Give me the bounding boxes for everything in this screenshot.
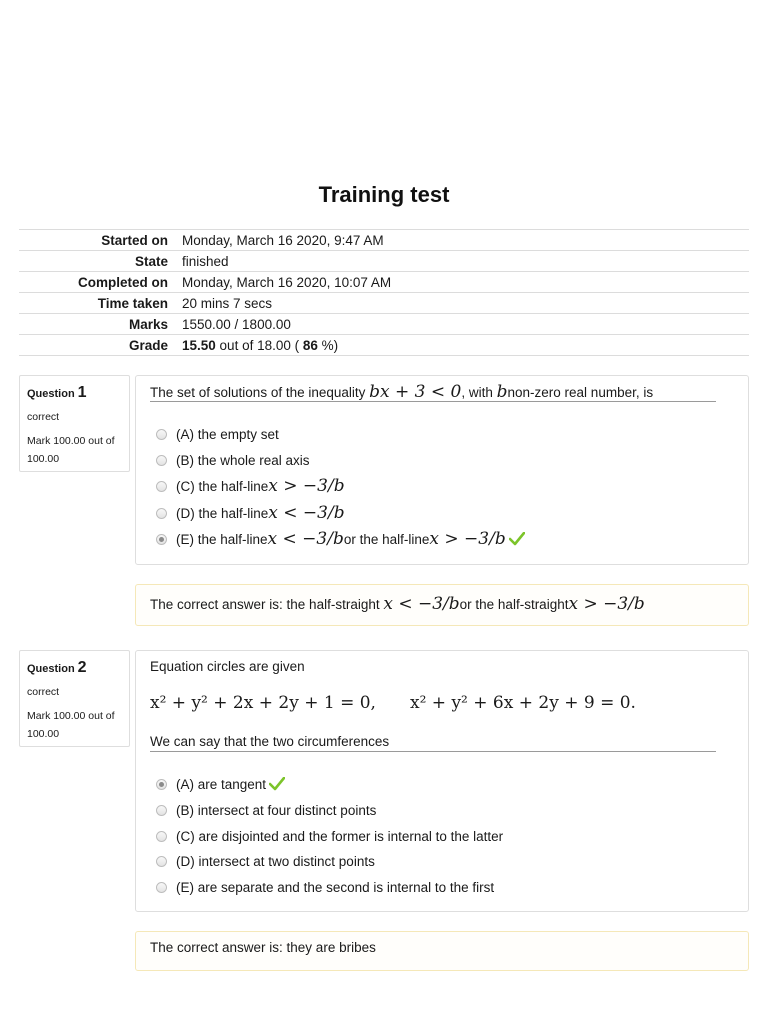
q1-option-a[interactable]	[156, 424, 279, 444]
circle-equation-2-text: x² + y² + 6x + 2y + 9 = 0.	[410, 693, 636, 713]
q1-option-c-label: (C) the half-line	[176, 478, 269, 494]
q2-option-d[interactable]	[156, 851, 375, 871]
q2-option-a-radio[interactable]	[156, 779, 167, 790]
summary-row-grade	[19, 335, 749, 356]
question-1-state: correct	[27, 410, 60, 423]
q1-option-e-label: (E) the half-line	[176, 531, 268, 547]
question-2-state: correct	[27, 685, 60, 698]
question-1-mark: Mark 100.00 out of 100.00	[27, 435, 115, 466]
summary-row-started	[19, 230, 749, 251]
summary-row-state	[19, 251, 749, 272]
q1-option-e-radio[interactable]	[156, 534, 167, 545]
q2-option-c-radio[interactable]	[156, 831, 167, 842]
grade-label: Grade	[19, 335, 174, 356]
q2-option-d-label: (D) intersect at two distinct points	[176, 853, 375, 869]
completed-on-label: Completed on	[19, 272, 174, 293]
check-icon	[509, 532, 525, 546]
check-icon	[269, 777, 285, 791]
summary-row-time	[19, 293, 749, 314]
q2-option-d-radio[interactable]	[156, 856, 167, 867]
grade-score: 15.50	[182, 337, 216, 353]
q1-option-e-label-2: or the half-line	[343, 531, 430, 547]
q1-feedback-math: x < −3/b	[383, 594, 460, 614]
page-title: Training test	[318, 182, 450, 207]
q2-option-a-label: (A) are tangent	[176, 776, 267, 792]
question-label: Question	[27, 388, 75, 400]
question-1-info	[19, 375, 130, 472]
summary-row-marks	[19, 314, 749, 335]
q1-option-e-math-2: x > −3/b	[429, 529, 506, 549]
q1-option-c[interactable]	[156, 476, 345, 496]
question-1-heading	[27, 381, 122, 406]
q2-option-e-radio[interactable]	[156, 882, 167, 893]
completed-on-value: Monday, March 16 2020, 10:07 AM	[174, 272, 749, 293]
question-2-mark: Mark 100.00 out of 100.00	[27, 710, 115, 741]
state-label: State	[19, 251, 174, 272]
q1-option-d-radio[interactable]	[156, 508, 167, 519]
question-2-feedback-text: The correct answer is: they are bribes	[150, 940, 376, 955]
grade-out-of: out of 18.00 (	[215, 337, 303, 353]
q1-option-c-radio[interactable]	[156, 481, 167, 492]
q1-feedback-math-2: x > −3/b	[568, 594, 645, 614]
question-1-inequality: bx + 3 < 0	[369, 382, 462, 402]
q1-option-a-label: (A) the empty set	[176, 426, 279, 442]
q2-option-b-radio[interactable]	[156, 805, 167, 816]
circle-equation-1-text: x² + y² + 2x + 2y + 1 = 0,	[150, 693, 376, 713]
question-1-math-b: b	[496, 382, 508, 402]
q1-option-d-label: (D) the half-line	[176, 505, 269, 521]
state-value: finished	[174, 251, 749, 272]
circle-equation-2	[410, 693, 636, 713]
question-2-intro: Equation circles are given	[150, 659, 305, 674]
question-number: 2	[77, 659, 87, 676]
q2-option-b-label: (B) intersect at four distinct points	[176, 802, 377, 818]
question-1-text-after: non-zero real number, is	[507, 385, 654, 400]
q2-option-e[interactable]	[156, 877, 494, 897]
question-1-feedback-text	[150, 594, 645, 614]
marks-value: 1550.00 / 1800.00	[174, 314, 749, 335]
question-1-feedback	[135, 584, 749, 626]
q1-option-d[interactable]	[156, 503, 345, 523]
question-number: 1	[77, 384, 87, 401]
time-taken-value: 20 mins 7 secs	[174, 293, 749, 314]
question-2-heading	[27, 656, 122, 681]
summary-row-completed	[19, 272, 749, 293]
q1-option-e[interactable]	[156, 529, 525, 549]
question-2-prompt: We can say that the two circumferences	[150, 734, 390, 749]
question-2-info	[19, 650, 130, 747]
time-taken-label: Time taken	[19, 293, 174, 314]
question-1-divider	[150, 401, 716, 402]
q2-option-e-label: (E) are separate and the second is internal to the first	[176, 879, 495, 895]
grade-percent-suffix: %)	[317, 337, 339, 353]
question-1-text-before: The set of solutions of the inequality	[150, 385, 370, 400]
q1-option-e-math: x < −3/b	[267, 529, 344, 549]
q1-option-d-math: x < −3/b	[268, 503, 345, 523]
q2-option-c[interactable]	[156, 826, 503, 846]
attempt-summary-table	[19, 229, 749, 356]
question-2-feedback	[135, 931, 749, 971]
q1-option-b-radio[interactable]	[156, 455, 167, 466]
grade-value	[174, 335, 749, 356]
question-2-content	[135, 650, 749, 912]
q1-option-b-label: (B) the whole real axis	[176, 452, 310, 468]
started-on-value: Monday, March 16 2020, 9:47 AM	[174, 230, 749, 251]
q1-feedback-mid: or the half-straight	[459, 597, 569, 612]
q1-feedback-prefix: The correct answer is: the half-straight	[150, 597, 384, 612]
question-1-text	[150, 382, 653, 402]
q2-option-a[interactable]	[156, 774, 285, 794]
question-label: Question	[27, 663, 75, 675]
q2-option-c-label: (C) are disjointed and the former is internal to the latter	[176, 828, 504, 844]
q2-option-b[interactable]	[156, 800, 376, 820]
grade-percent: 86	[302, 337, 318, 353]
q1-option-c-math: x > −3/b	[268, 476, 345, 496]
question-1-text-mid: , with	[461, 385, 497, 400]
started-on-label: Started on	[19, 230, 174, 251]
q1-option-b[interactable]	[156, 450, 310, 470]
question-2-divider	[150, 751, 716, 752]
q1-option-a-radio[interactable]	[156, 429, 167, 440]
circle-equation-1	[150, 693, 376, 713]
question-1-content	[135, 375, 749, 565]
marks-label: Marks	[19, 314, 174, 335]
